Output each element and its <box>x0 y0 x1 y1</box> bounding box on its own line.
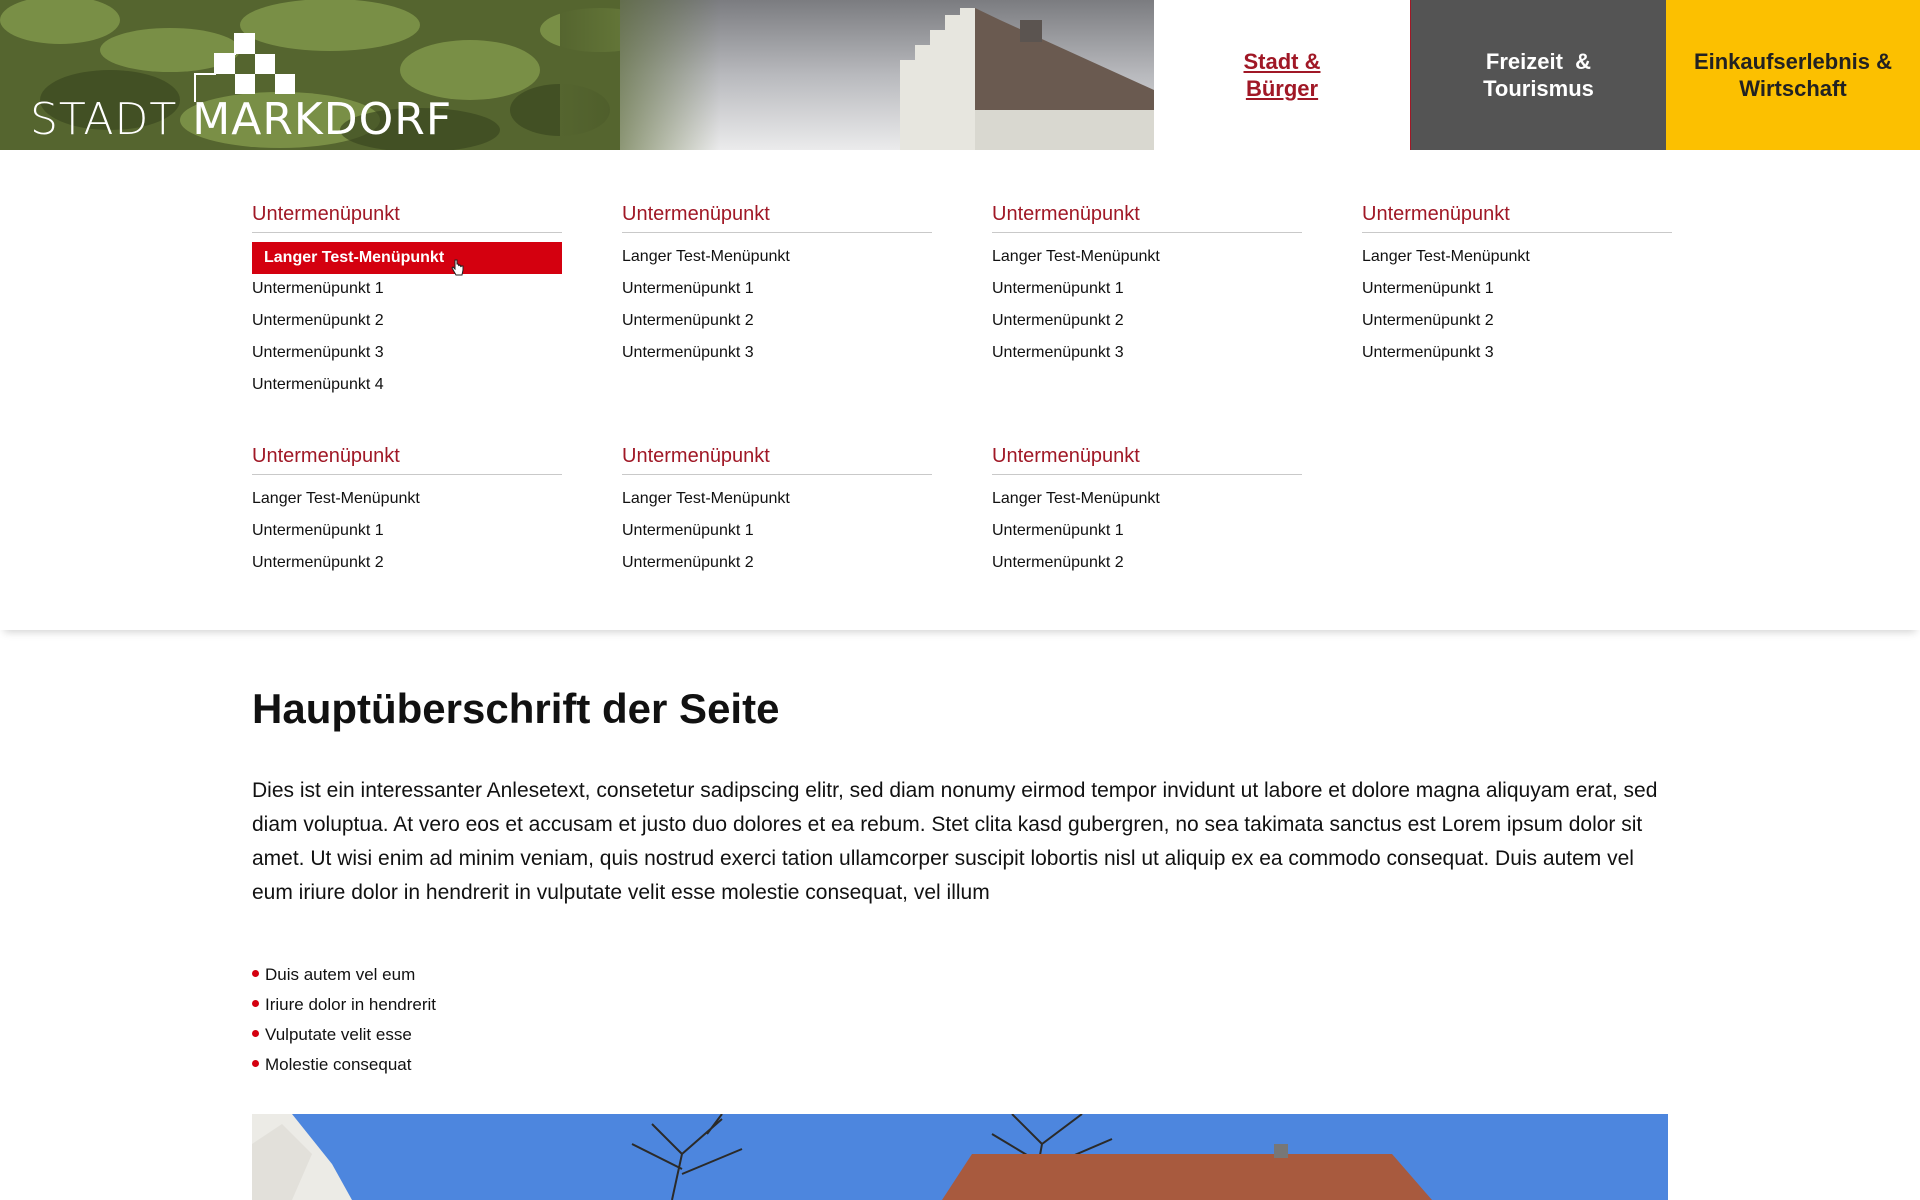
bullet-item: Vulputate velit esse <box>252 1020 436 1050</box>
menu-column-heading[interactable]: Untermenüpunkt <box>622 444 932 475</box>
nav-stadt-buerger[interactable] <box>1154 0 1410 150</box>
menu-column-2 <box>622 202 932 370</box>
content-photo <box>252 1114 1668 1200</box>
nav-einkaufserlebnis-wirtschaft-label: Einkaufserlebnis & Wirtschaft <box>1693 49 1893 101</box>
header-hero-image <box>0 0 1154 150</box>
menu-item[interactable]: Untermenüpunkt 1 <box>992 522 1124 539</box>
menu-column-7 <box>992 444 1302 580</box>
nav-freizeit-tourismus[interactable] <box>1410 0 1666 150</box>
photo-scene-graphic <box>252 1114 1668 1200</box>
menu-item[interactable]: Untermenüpunkt 2 <box>622 312 754 329</box>
menu-item[interactable]: Langer Test-Menüpunkt <box>622 248 790 265</box>
bullet-item: Iriure dolor in hendrerit <box>252 990 436 1020</box>
menu-column-5 <box>252 444 562 580</box>
bullet-list <box>252 960 436 1080</box>
menu-column-heading[interactable]: Untermenüpunkt <box>1362 202 1672 233</box>
nav-stadt-buerger-label: Stadt & Bürger <box>1243 49 1321 101</box>
menu-item[interactable]: Untermenüpunkt 2 <box>992 312 1124 329</box>
menu-item[interactable]: Untermenüpunkt 3 <box>252 344 384 361</box>
menu-item[interactable]: Langer Test-Menüpunkt <box>1362 248 1530 265</box>
stadt-markdorf-logo[interactable] <box>30 32 460 145</box>
logo-word-markdorf: MARKDORF <box>192 94 453 145</box>
menu-column-heading[interactable]: Untermenüpunkt <box>992 202 1302 233</box>
nav-einkaufserlebnis-wirtschaft[interactable] <box>1666 0 1920 150</box>
site-header <box>0 0 1920 150</box>
bullet-item: Molestie consequat <box>252 1050 436 1080</box>
menu-item[interactable]: Untermenüpunkt 1 <box>992 280 1124 297</box>
menu-item[interactable]: Langer Test-Menüpunkt <box>252 490 420 507</box>
menu-item[interactable]: Untermenüpunkt 3 <box>992 344 1124 361</box>
menu-column-6 <box>622 444 932 580</box>
logo-word-stadt: STADT <box>30 94 178 145</box>
bullet-item: Duis autem vel eum <box>252 960 436 990</box>
menu-column-heading[interactable]: Untermenüpunkt <box>252 202 562 233</box>
mega-menu <box>0 150 1920 630</box>
logo-wordmark <box>30 94 452 145</box>
menu-item[interactable]: Untermenüpunkt 2 <box>252 554 384 571</box>
menu-column-3 <box>992 202 1302 370</box>
nav-freizeit-tourismus-label: Freizeit & Tourismus <box>1483 49 1594 101</box>
menu-item[interactable]: Untermenüpunkt 2 <box>622 554 754 571</box>
menu-item[interactable]: Untermenüpunkt 2 <box>1362 312 1494 329</box>
menu-item[interactable]: Untermenüpunkt 1 <box>622 280 754 297</box>
hand-cursor-icon <box>451 259 465 277</box>
menu-column-heading[interactable]: Untermenüpunkt <box>992 444 1302 475</box>
intro-paragraph: Dies ist ein interessanter Anlesetext, consetetur sadipscing elitr, sed diam nonumy eirmod tempor invidunt ut labore et dolore magna aliquyam erat, sed diam voluptua. At vero eos et accusam et justo duo dolores et ea rebum. Stet clita kasd gubergren, no sea takimata sanctus est Lorem ipsum dolor sit amet. Ut wisi enim ad minim veniam, quis nostrud exerci tation ullamcorper suscipit lobortis nisl ut aliquip ex ea commodo consequat. Duis autem vel eum iriure dolor in hendrerit in vulputate velit esse molestie consequat, vel illum <box>252 779 1658 904</box>
menu-item[interactable]: Langer Test-Menüpunkt <box>992 248 1160 265</box>
menu-item[interactable]: Untermenüpunkt 3 <box>622 344 754 361</box>
menu-item-active[interactable]: Langer Test-Menüpunkt <box>252 242 562 274</box>
menu-item[interactable]: Untermenüpunkt 4 <box>252 376 384 393</box>
menu-column-heading[interactable]: Untermenüpunkt <box>252 444 562 475</box>
menu-item[interactable]: Untermenüpunkt 3 <box>1362 344 1494 361</box>
menu-item[interactable]: Untermenüpunkt 1 <box>622 522 754 539</box>
menu-item[interactable]: Untermenüpunkt 2 <box>252 312 384 329</box>
menu-item[interactable]: Untermenüpunkt 1 <box>252 280 384 297</box>
page-title: Hauptüberschrift der Seite <box>252 685 780 732</box>
menu-column-1 <box>252 202 562 402</box>
menu-item[interactable]: Untermenüpunkt 2 <box>992 554 1124 571</box>
menu-item[interactable]: Langer Test-Menüpunkt <box>622 490 790 507</box>
menu-item[interactable]: Langer Test-Menüpunkt <box>992 490 1160 507</box>
menu-item[interactable]: Untermenüpunkt 1 <box>1362 280 1494 297</box>
menu-item[interactable]: Untermenüpunkt 1 <box>252 522 384 539</box>
menu-column-4 <box>1362 202 1672 370</box>
menu-column-heading[interactable]: Untermenüpunkt <box>622 202 932 233</box>
